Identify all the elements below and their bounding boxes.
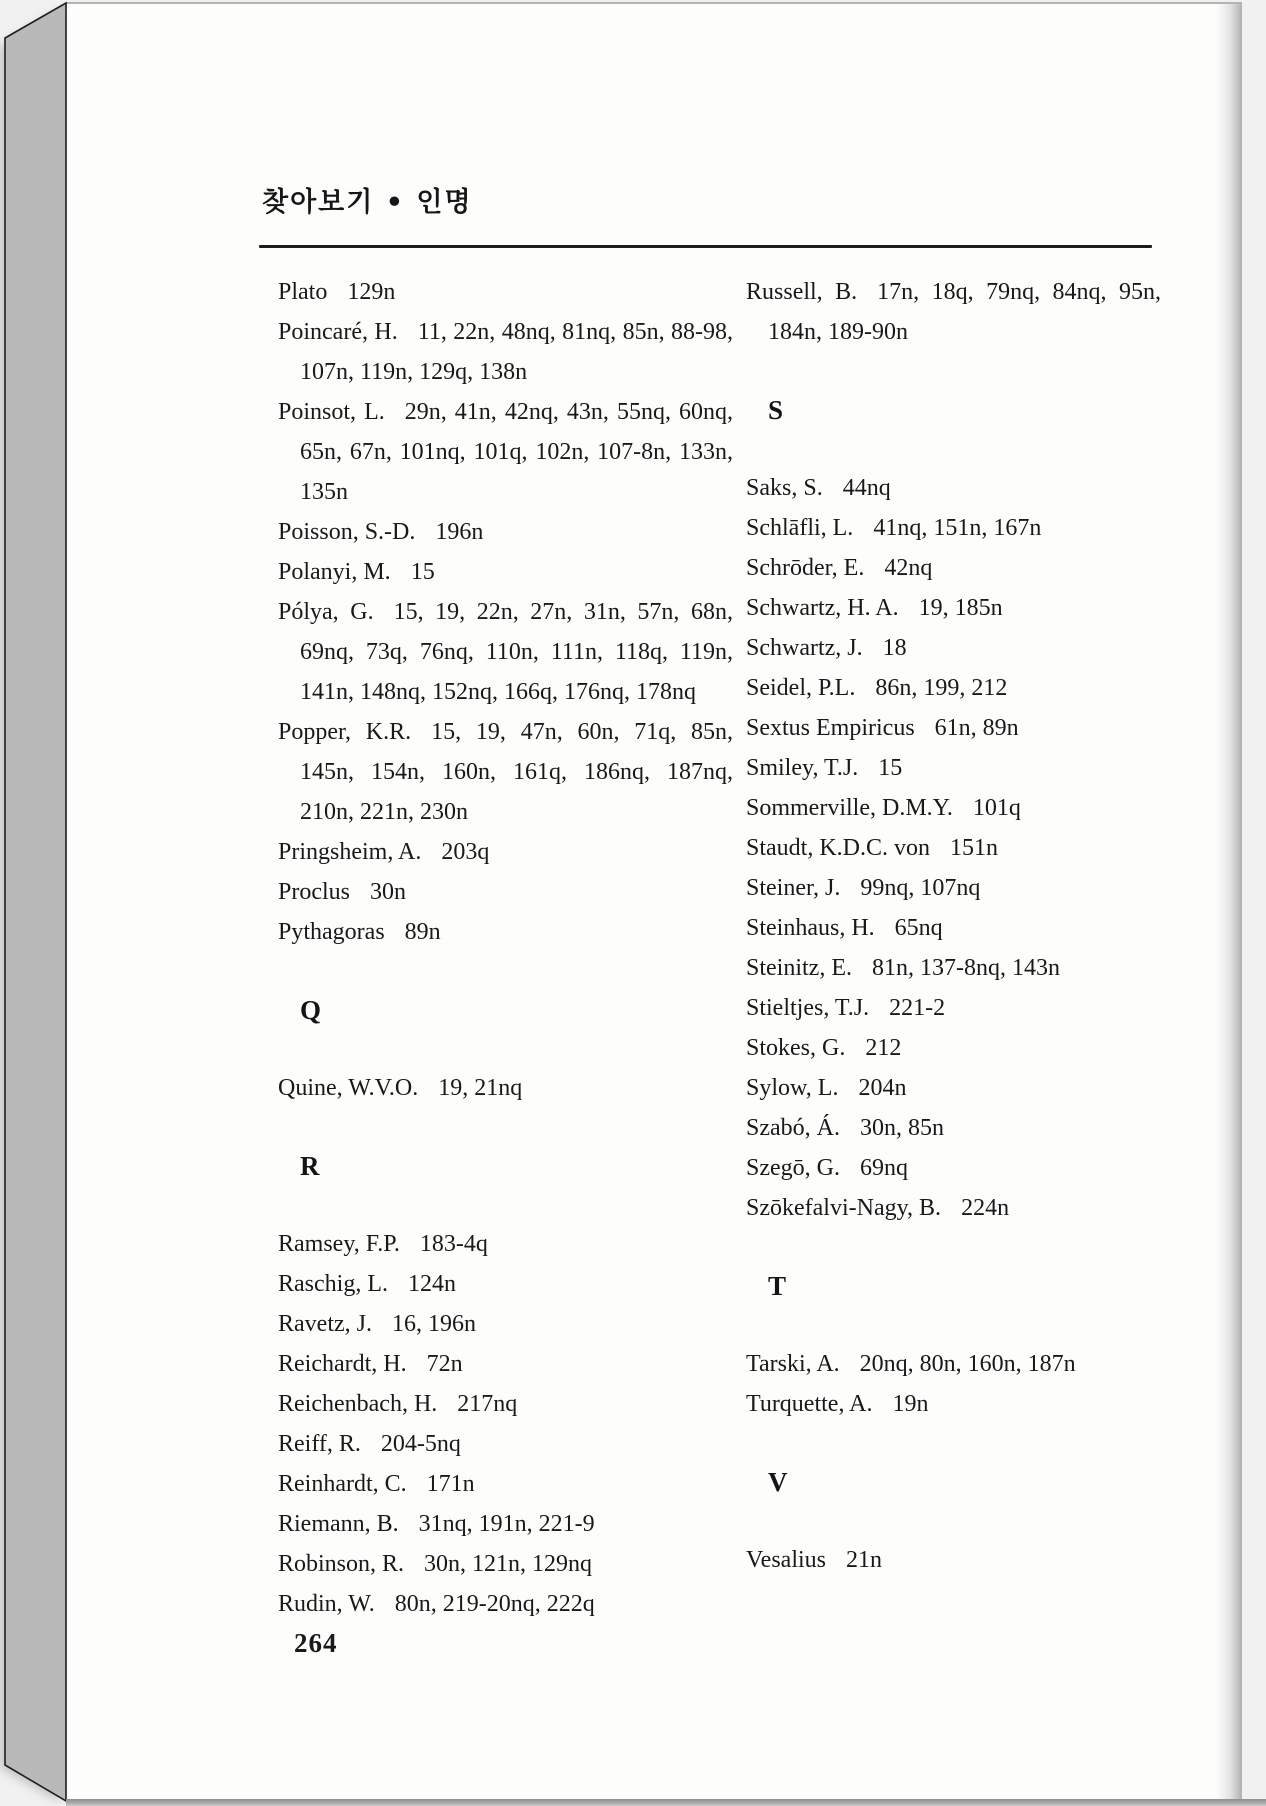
entry-pages: 61n, 89n	[934, 715, 1019, 741]
entry-pages: 69nq	[859, 1155, 908, 1181]
entry-pages: 20nq, 80n, 160n, 187n	[859, 1351, 1076, 1377]
entry-pages: 19, 21nq	[438, 1075, 523, 1101]
entry-pages: 15	[410, 559, 435, 585]
entry-name: Proclus	[278, 879, 350, 905]
entry-name: Schrōder, E.	[746, 555, 865, 581]
page-number: 264	[294, 1628, 338, 1658]
entry-pages: 171n	[426, 1471, 475, 1497]
entry-pages: 204n	[858, 1075, 907, 1101]
entry-name: Plato	[278, 279, 328, 305]
entry-pages: 129n	[347, 279, 396, 305]
entry-name: Staudt, K.D.C. von	[746, 835, 931, 861]
entry-name: Sextus Empiricus	[746, 715, 915, 741]
entry-pages: 124n	[407, 1271, 456, 1297]
entry-name: Smiley, T.J.	[746, 755, 859, 781]
entry-name: Riemann, B.	[278, 1511, 399, 1537]
entry-name: Stokes, G.	[746, 1035, 846, 1061]
entry-pages: 18	[882, 635, 907, 661]
entry-pages: 224n	[961, 1195, 1010, 1221]
entry-pages: 30n, 85n	[859, 1115, 944, 1141]
entry-name: Reiff, R.	[278, 1431, 361, 1457]
entry-name: Poisson, S.-D.	[278, 519, 416, 545]
entry-name: Szegō, G.	[746, 1155, 840, 1181]
entry-name: Rudin, W.	[278, 1591, 375, 1617]
entry-name: Polanyi, M.	[278, 559, 391, 585]
entry-pages: 44nq	[842, 475, 891, 501]
section-header-q: Q	[300, 995, 322, 1025]
entry-pages: 42nq	[884, 555, 933, 581]
entry-name: Szōkefalvi-Nagy, B.	[746, 1195, 942, 1221]
entry-name: Seidel, P.L.	[746, 675, 856, 701]
entry-name: Pythagoras	[278, 919, 385, 945]
entry-name: Schwartz, J.	[746, 635, 863, 661]
entry-name: Russell, B.	[746, 279, 858, 305]
entry-pages: 81n, 137-8nq, 143n	[871, 955, 1060, 981]
entry-name: Poincaré, H.	[278, 319, 398, 345]
entry-name: Steinhaus, H.	[746, 915, 875, 941]
entry-pages: 11, 22n, 48nq, 81nq, 85n, 88-98, 107n, 119n, 129q, 138n	[300, 319, 733, 385]
entry-pages: 17n, 18q, 79nq, 84nq, 95n, 184n, 189-90n	[768, 279, 1162, 345]
entry-pages: 41nq, 151n, 167n	[873, 515, 1042, 541]
entry-pages: 15	[878, 755, 903, 781]
entry-pages: 203q	[441, 839, 490, 865]
entry-pages: 30n	[370, 879, 406, 905]
entry-pages: 31nq, 191n, 221-9	[418, 1511, 595, 1537]
entry-pages: 212	[865, 1035, 902, 1061]
entry-name: Schwartz, H. A.	[746, 595, 899, 621]
section-header-t: T	[768, 1271, 787, 1301]
entry-name: Pringsheim, A.	[278, 839, 422, 865]
entry-name: Poinsot, L.	[278, 399, 385, 425]
entry-name: Reinhardt, C.	[278, 1471, 407, 1497]
entry-pages: 72n	[426, 1351, 463, 1377]
entry-pages: 15, 19, 47n, 60n, 71q, 85n, 145n, 154n, 160n, 161q, 186nq, 187nq, 210n, 221n, 230n	[300, 719, 734, 825]
entry-pages: 89n	[404, 919, 441, 945]
entry-name: Vesalius	[746, 1547, 826, 1573]
entry-name: Szabó, Á.	[746, 1115, 840, 1141]
entry-name: Sommerville, D.M.Y.	[746, 795, 953, 821]
entry-name: Turquette, A.	[746, 1391, 873, 1417]
entry-name: Raschig, L.	[278, 1271, 388, 1297]
entry-pages: 183-4q	[419, 1231, 488, 1257]
entry-name: Pólya, G.	[278, 599, 374, 625]
entry-pages: 151n	[950, 835, 999, 861]
entry-name: Saks, S.	[746, 475, 823, 501]
entry-name: Quine, W.V.O.	[278, 1075, 419, 1101]
page-bottom-edge	[66, 1799, 1266, 1806]
entry-name: Reichardt, H.	[278, 1351, 407, 1377]
entry-name: Reichenbach, H.	[278, 1391, 438, 1417]
entry-pages: 217nq	[457, 1391, 518, 1417]
entry-name: Sylow, L.	[746, 1075, 839, 1101]
entry-pages: 16, 196n	[391, 1311, 476, 1337]
page-header-korean: 찾아보기 • 인명	[262, 187, 473, 218]
entry-name: Steiner, J.	[746, 875, 841, 901]
entry-pages: 21n	[846, 1547, 882, 1573]
entry-pages: 65nq	[894, 915, 943, 941]
entry-pages: 19, 185n	[918, 595, 1003, 621]
entry-pages: 19n	[892, 1391, 929, 1417]
section-header-r: R	[300, 1151, 320, 1181]
entry-pages: 15, 19, 22n, 27n, 31n, 57n, 68n, 69nq, 73q, 76nq, 110n, 111n, 118q, 119n, 141n, 148nq, 152nq, 166q, 176nq, 178nq	[300, 599, 734, 705]
entry-pages: 196n	[435, 519, 484, 545]
entry-name: Popper, K.R.	[278, 719, 412, 745]
entry-name: Schlāfli, L.	[746, 515, 854, 541]
entry-pages: 101q	[972, 795, 1021, 821]
entry-pages: 80n, 219-20nq, 222q	[394, 1591, 595, 1617]
entry-name: Tarski, A.	[746, 1351, 840, 1377]
entry-pages: 204-5nq	[380, 1431, 461, 1457]
section-header-v: V	[768, 1467, 788, 1497]
entry-name: Steinitz, E.	[746, 955, 852, 981]
entry-name: Stieltjes, T.J.	[746, 995, 870, 1021]
entry-name: Robinson, R.	[278, 1551, 405, 1577]
entry-pages: 221-2	[889, 995, 946, 1021]
entry-name: Ramsey, F.P.	[278, 1231, 400, 1257]
page-edge-face	[5, 3, 66, 1801]
entry-pages: 86n, 199, 212	[875, 675, 1008, 701]
entry-pages: 29n, 41n, 42nq, 43n, 55nq, 60nq, 65n, 67n, 101nq, 101q, 102n, 107-8n, 133n, 135n	[300, 399, 734, 505]
entry-pages: 99nq, 107nq	[860, 875, 981, 901]
entry-name: Ravetz, J.	[278, 1311, 372, 1337]
entry-pages: 30n, 121n, 129nq	[424, 1551, 593, 1577]
section-header-s: S	[768, 395, 784, 425]
